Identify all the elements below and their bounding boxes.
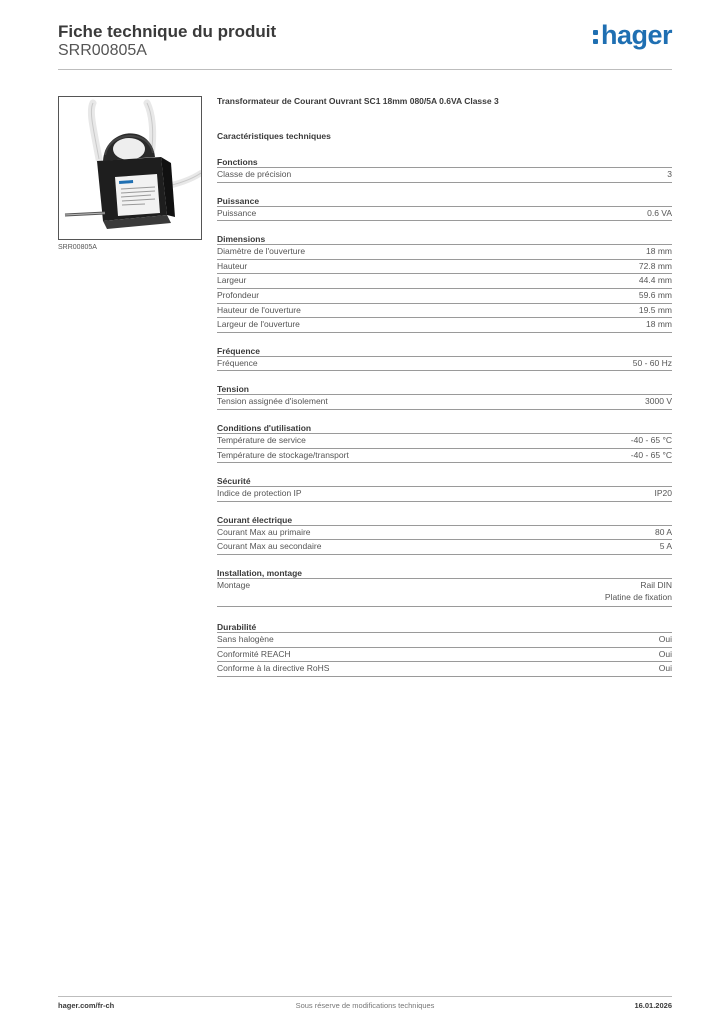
image-caption: SRR00805A — [58, 244, 97, 251]
product-reference: SRR00805A — [58, 42, 147, 59]
spec-value: Oui — [658, 648, 672, 659]
spec-value: 3 — [667, 169, 672, 179]
spec-value: 44.4 mm — [638, 275, 672, 286]
spec-row — [217, 304, 672, 319]
spec-row — [217, 648, 672, 663]
spec-label: Largeur — [217, 275, 247, 286]
spec-row — [217, 357, 672, 372]
spec-row — [217, 434, 672, 449]
spec-label: Fréquence — [217, 357, 258, 368]
spec-value: 19.5 mm — [638, 304, 672, 315]
footer-disclaimer: Sous réserve de modifications techniques — [295, 1001, 435, 1010]
spec-value: 80 A — [654, 526, 672, 537]
section-durabilite — [217, 621, 672, 677]
spec-value: Oui — [658, 663, 672, 674]
section-title: Puissance — [217, 195, 672, 207]
spec-value: IP20 — [654, 488, 672, 499]
spec-value-line: Rail DIN — [640, 579, 672, 590]
section-securite — [217, 475, 672, 502]
spec-label: Puissance — [217, 207, 257, 218]
spec-label: Hauteur de l'ouverture — [217, 304, 301, 315]
spec-value: 18 mm — [646, 246, 672, 257]
spec-value: 50 - 60 Hz — [632, 357, 672, 368]
section-title: Fréquence — [217, 345, 672, 357]
spec-row — [217, 395, 672, 410]
section-title: Dimensions — [217, 233, 672, 245]
section-installation — [217, 567, 672, 607]
spec-row — [217, 579, 672, 607]
product-image — [58, 96, 202, 240]
logo-dots-icon — [593, 30, 598, 44]
spec-row — [217, 633, 672, 648]
section-courant — [217, 514, 672, 555]
spec-row — [217, 318, 672, 333]
footer-website[interactable]: hager.com/fr-ch — [58, 1001, 115, 1010]
spec-row — [217, 662, 672, 677]
spec-content — [217, 96, 672, 677]
section-title: Sécurité — [217, 475, 672, 487]
section-frequence — [217, 345, 672, 372]
spec-value: 3000 V — [645, 396, 672, 407]
spec-label: Courant Max au primaire — [217, 526, 311, 537]
spec-label: Sans halogène — [217, 633, 274, 644]
spec-label: Largeur de l'ouverture — [217, 319, 300, 330]
spec-row — [217, 540, 672, 555]
section-title: Tension — [217, 383, 672, 395]
section-title: Fonctions — [217, 156, 672, 168]
spec-row — [217, 449, 672, 464]
spec-value: -40 - 65 °C — [630, 449, 672, 460]
spec-value: 59.6 mm — [638, 289, 672, 300]
spec-row — [217, 260, 672, 275]
spec-label: Tension assignée d'isolement — [217, 396, 328, 407]
spec-row — [217, 207, 672, 222]
spec-label: Montage — [217, 579, 251, 590]
logo-text: hager — [600, 20, 672, 50]
spec-row — [217, 526, 672, 541]
section-title: Durabilité — [217, 621, 672, 633]
spec-value: 18 mm — [646, 319, 672, 330]
product-name: Transformateur de Courant Ouvrant SC1 18mm 080/5A 0.6VA Classe 3 — [217, 96, 499, 106]
current-transformer-icon — [59, 97, 202, 240]
spec-value: 0.6 VA — [647, 207, 672, 218]
spec-value: Oui — [658, 633, 672, 644]
section-conditions — [217, 422, 672, 463]
page-header — [58, 20, 672, 70]
spec-label: Température de stockage/transport — [217, 449, 349, 460]
footer-date: 16.01.2026 — [634, 1001, 672, 1010]
spec-row — [217, 289, 672, 304]
spec-value — [605, 579, 672, 603]
spec-label: Conforme à la directive RoHS — [217, 663, 330, 674]
section-title: Installation, montage — [217, 567, 672, 579]
characteristics-title: Caractéristiques techniques — [217, 131, 331, 141]
spec-row — [217, 487, 672, 502]
spec-value: 72.8 mm — [638, 260, 672, 271]
spec-row — [217, 168, 672, 183]
spec-label: Hauteur — [217, 260, 248, 271]
spec-label: Diamètre de l'ouverture — [217, 246, 306, 257]
page-footer — [58, 996, 672, 1010]
spec-label: Conformité REACH — [217, 648, 291, 659]
section-fonctions — [217, 156, 672, 183]
section-title: Courant électrique — [217, 514, 672, 526]
spec-value: 5 A — [659, 541, 672, 552]
hager-logo — [593, 20, 672, 50]
spec-row — [217, 245, 672, 260]
spec-value: -40 - 65 °C — [630, 434, 672, 445]
section-tension — [217, 383, 672, 410]
section-puissance — [217, 195, 672, 222]
spec-label: Température de service — [217, 434, 306, 445]
spec-row — [217, 274, 672, 289]
document-title: Fiche technique du produit — [58, 22, 277, 41]
spec-label: Profondeur — [217, 289, 260, 300]
section-dimensions — [217, 233, 672, 333]
spec-label: Indice de protection IP — [217, 488, 302, 499]
section-title: Conditions d'utilisation — [217, 422, 672, 434]
spec-label: Classe de précision — [217, 169, 292, 179]
spec-value-line: Platine de fixation — [604, 591, 672, 602]
spec-label: Courant Max au secondaire — [217, 541, 322, 552]
